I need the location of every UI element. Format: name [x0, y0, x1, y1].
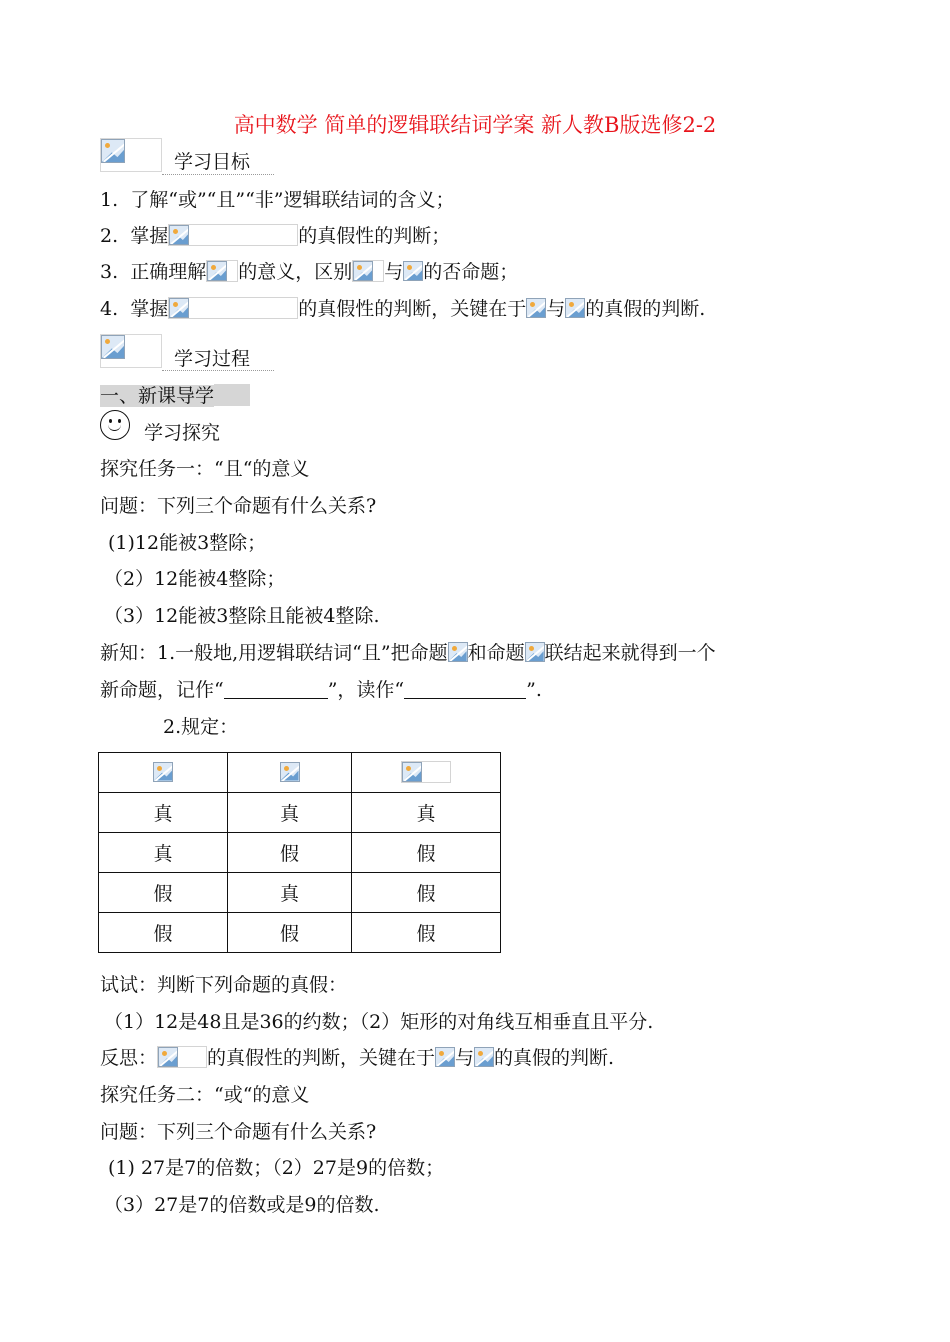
q2-item-2: （3）27是7的倍数或是9的倍数.: [104, 1194, 380, 1216]
new-knowledge-line1: 新知：1.一般地,用逻辑联结词“且”把命题 和命题 联结起来就得到一个: [100, 642, 716, 664]
goal-item-1: 1. 了解“或”“且”“非”逻辑联结词的含义；: [100, 189, 455, 211]
formula-image-icon: [448, 642, 468, 662]
table-cell: 假: [352, 913, 501, 953]
table-cell: 假: [99, 873, 228, 913]
formula-image-icon: [168, 224, 298, 246]
table-cell: 假: [352, 833, 501, 873]
goal-item-2: 2. 掌握 的真假性的判断；: [100, 225, 451, 247]
table-cell: 真: [99, 833, 228, 873]
truth-table: [98, 752, 501, 953]
broken-image-icon: [100, 334, 162, 368]
q1-item-2: （2）12能被4整除；: [104, 568, 286, 590]
table-cell: 假: [99, 913, 228, 953]
table-cell: 真: [228, 873, 352, 913]
try-heading: 试试：判断下列命题的真假：: [100, 974, 348, 996]
fill-blank[interactable]: [404, 678, 526, 699]
table-cell: 假: [228, 833, 352, 873]
goal-item-3: 3. 正确理解 的意义，区别 与 的否命题；: [100, 261, 519, 283]
table-row: [99, 793, 501, 833]
formula-image-icon: [153, 762, 173, 782]
header-cell-p-and-q: [352, 753, 501, 793]
q1-item-3: （3）12能被3整除且能被4整除.: [104, 605, 380, 627]
wavy-underline: [162, 168, 274, 175]
table-row: [99, 913, 501, 953]
wavy-underline: [162, 364, 274, 371]
formula-image-icon: [474, 1047, 494, 1067]
table-cell: 假: [228, 913, 352, 953]
question1: 问题：下列三个命题有什么关系?: [100, 495, 377, 517]
table-cell: 真: [228, 793, 352, 833]
table-header-row: [99, 753, 501, 793]
table-row: [99, 873, 501, 913]
table-cell: 假: [352, 873, 501, 913]
formula-image-icon: [206, 260, 238, 282]
table-row: [99, 833, 501, 873]
formula-image-icon: [435, 1047, 455, 1067]
task2-heading: 探究任务二：“或“的意义: [100, 1084, 310, 1106]
rule-label: 2.规定：: [163, 716, 239, 738]
section-heading-process: 学习过程: [174, 348, 251, 370]
formula-image-icon: [352, 260, 384, 282]
formula-image-icon: [403, 261, 423, 281]
formula-image-icon: [565, 298, 585, 318]
table-cell: 真: [99, 793, 228, 833]
goal-item-4: 4. 掌握 的真假性的判断，关键在于 与 的真假的判断.: [100, 298, 706, 320]
document-title: 高中数学 简单的逻辑联结词学案 新人教B版选修2-2: [233, 113, 717, 137]
part-heading: 一、新课导学: [100, 384, 250, 408]
new-knowledge-line2: 新命题，记作“ ”，读作“ ”.: [100, 679, 542, 701]
formula-image-icon: [525, 642, 545, 662]
reflect-line: 反思： 的真假性的判断，关键在于 与 的真假的判断.: [100, 1047, 615, 1069]
header-cell-q: [228, 753, 352, 793]
formula-image-icon: [168, 297, 298, 319]
broken-image-icon: [100, 138, 162, 172]
header-cell-p: [99, 753, 228, 793]
task1-heading: 探究任务一：“且“的意义: [100, 458, 310, 480]
q1-item-1: (1)12能被3整除；: [108, 532, 267, 554]
q2-item-1: (1) 27是7的倍数；（2）27是9的倍数；: [108, 1157, 445, 1179]
fill-blank[interactable]: [224, 678, 328, 699]
table-cell: 真: [352, 793, 501, 833]
section-heading-goals: 学习目标: [174, 151, 251, 173]
try-items: （1）12是48且是36的约数；（2）矩形的对角线互相垂直且平分.: [104, 1011, 654, 1033]
formula-image-icon: [526, 298, 546, 318]
formula-image-icon: [280, 762, 300, 782]
formula-image-icon: [401, 761, 451, 783]
smiley-icon: [100, 410, 130, 440]
formula-image-icon: [157, 1046, 207, 1068]
explore-heading: 学习探究: [144, 422, 221, 444]
question2: 问题：下列三个命题有什么关系?: [100, 1121, 377, 1143]
